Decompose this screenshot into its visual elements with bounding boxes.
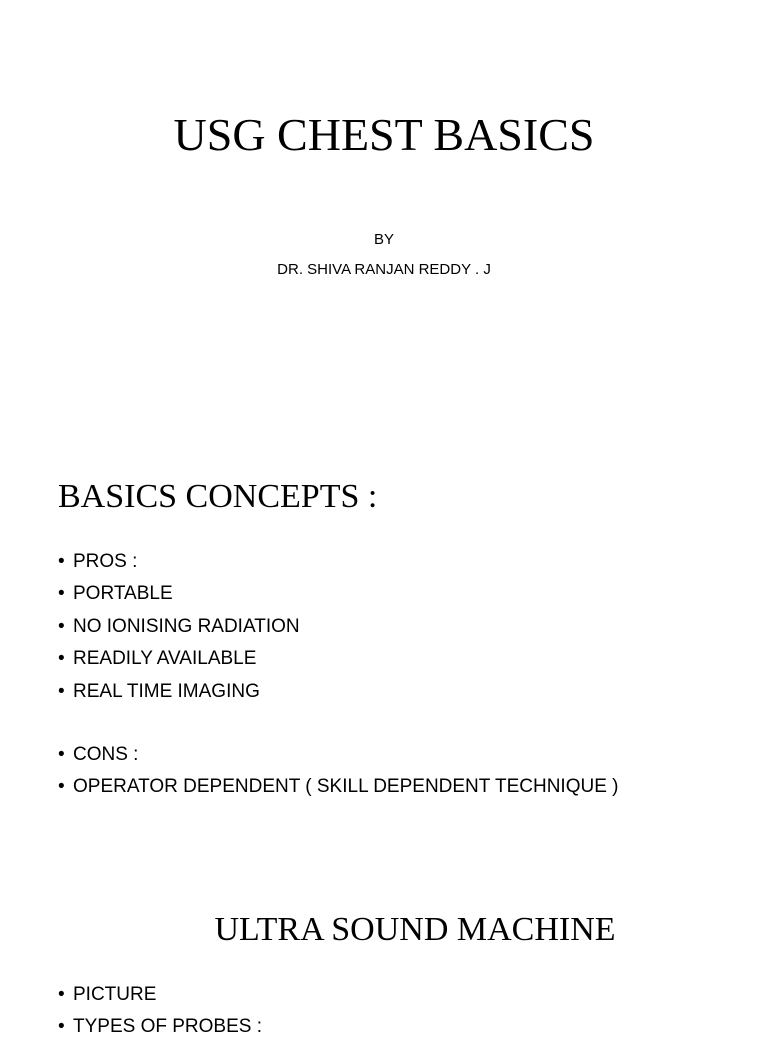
pros-cons-list: [58, 546, 618, 804]
list-item: • PICTURE: [58, 979, 262, 1011]
machine-list: [58, 979, 262, 1044]
list-item: • READILY AVAILABLE: [58, 643, 618, 675]
bullet-icon: •: [58, 583, 65, 605]
section-heading-machine: ULTRA SOUND MACHINE: [214, 911, 616, 948]
section-heading-basics: BASICS CONCEPTS :: [58, 478, 378, 515]
list-item: • PORTABLE: [58, 578, 618, 610]
bullet-icon: •: [58, 776, 65, 798]
author-name: DR. SHIVA RANJAN REDDY . J: [277, 261, 491, 278]
bullet-icon: •: [58, 1016, 65, 1038]
bullet-icon: •: [58, 984, 65, 1005]
list-item: • PROS :: [58, 546, 618, 578]
bullet-icon: •: [58, 648, 65, 670]
list-item: • NO IONISING RADIATION: [58, 611, 618, 643]
bullet-icon: •: [58, 551, 65, 572]
bullet-icon: •: [58, 743, 65, 765]
presentation-title: USG CHEST BASICS: [173, 109, 595, 160]
list-item: • OPERATOR DEPENDENT ( SKILL DEPENDENT TECHNIQUE ): [58, 771, 618, 803]
byline-label: BY: [373, 231, 394, 248]
list-item: • CONS :: [58, 739, 618, 771]
bullet-icon: •: [58, 615, 65, 637]
list-item: • TYPES OF PROBES :: [58, 1011, 262, 1043]
bullet-icon: •: [58, 680, 65, 702]
list-item: • REAL TIME IMAGING: [58, 676, 618, 708]
